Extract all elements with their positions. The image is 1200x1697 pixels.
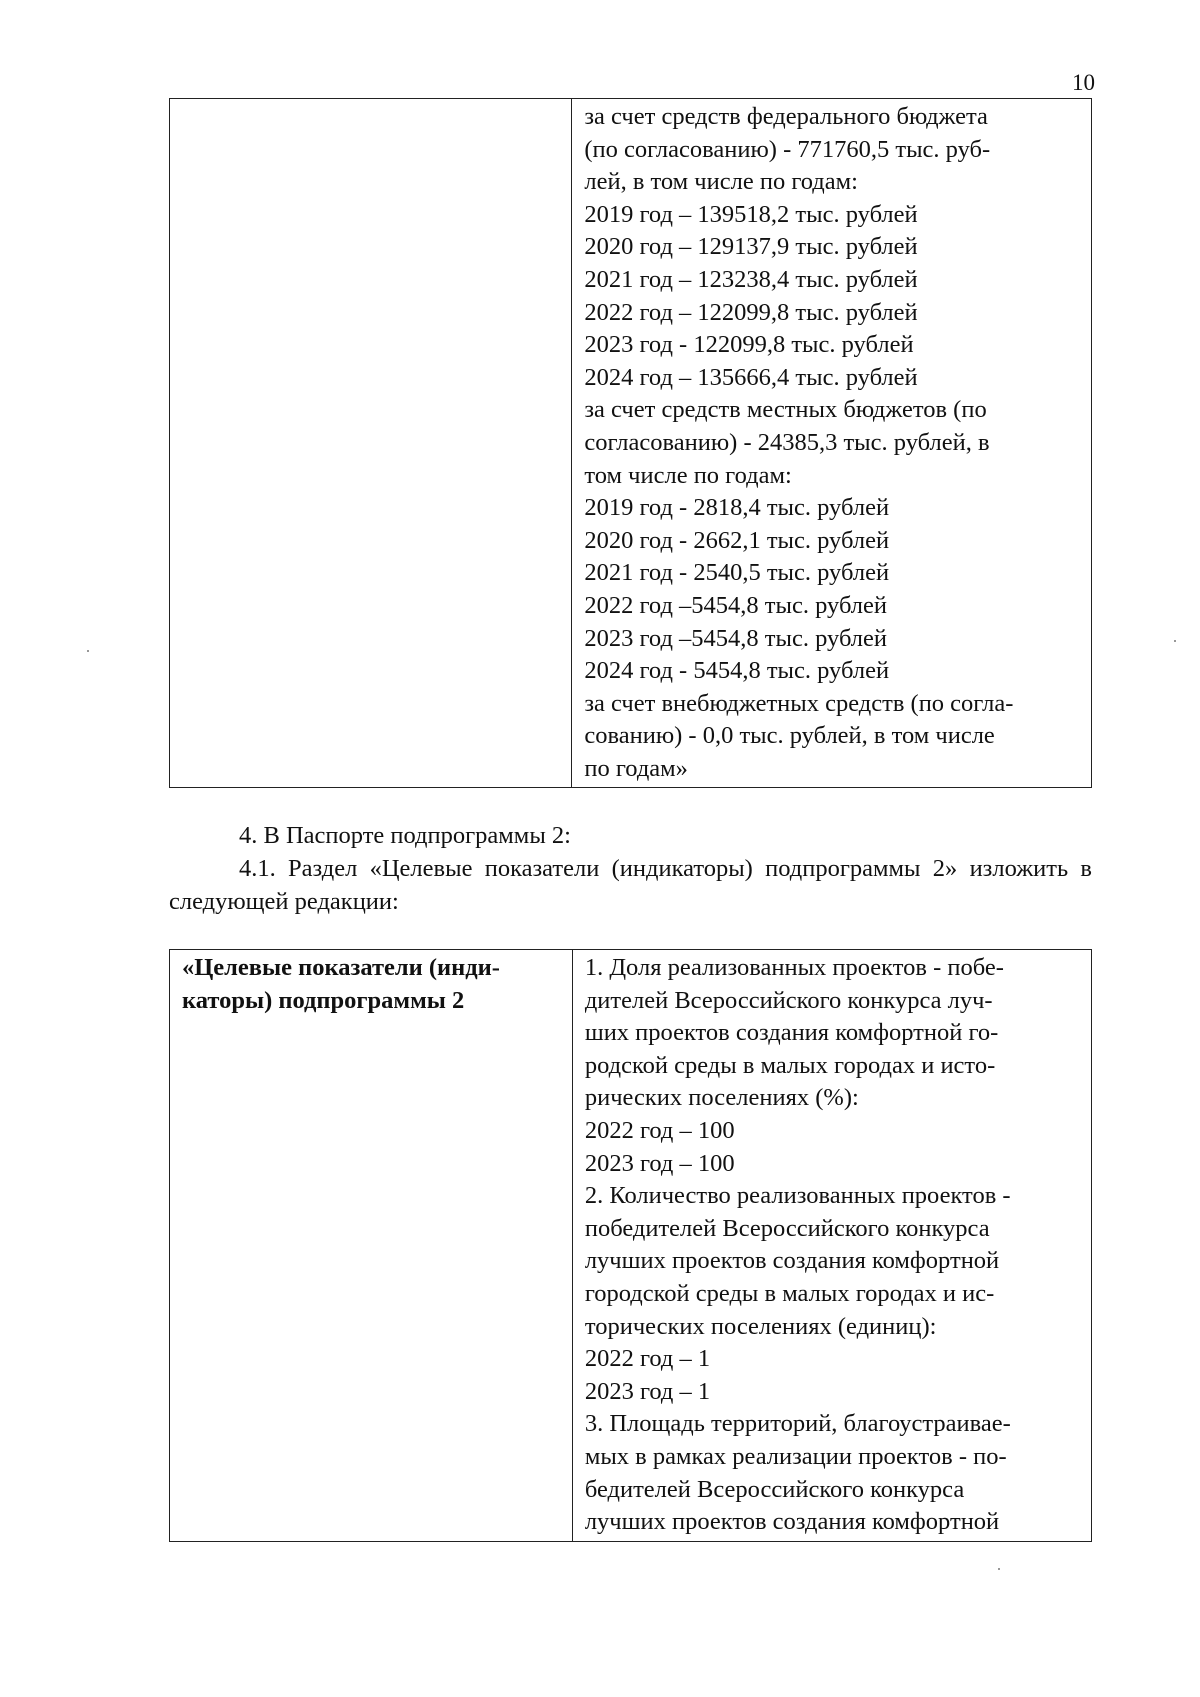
text-line: мых в рамках реализации проектов - по- — [584, 1442, 1007, 1470]
text-line: за счет внебюджетных средств (по согла- — [584, 689, 1014, 717]
text-line: 2019 год - 2818,4 тыс. рублей — [584, 494, 890, 522]
section-paragraph: 4. В Паспорте подпрограммы 2: — [239, 822, 571, 849]
instruction-paragraph: 4.1. Раздел «Целевые показатели (индикаторы) подпрограммы 2» изложить в следующей редакции: — [169, 855, 1092, 915]
text-line: 2022 год –5454,8 тыс. рублей — [584, 591, 888, 619]
scan-speck — [1174, 640, 1176, 642]
text-line: лей, в том числе по годам: — [584, 168, 858, 196]
text-line: сованию) - 0,0 тыс. рублей, в том числе — [584, 722, 995, 750]
text-line: рических поселениях (%): — [584, 1084, 859, 1112]
funding-table — [169, 98, 1092, 788]
scan-speck — [87, 650, 89, 652]
funding-text — [572, 99, 1091, 787]
text-line: за счет средств местных бюджетов (по — [584, 396, 987, 424]
text-line: лучших проектов создания комфортной — [584, 1247, 1000, 1275]
text-line: лучших проектов создания комфортной — [584, 1508, 1000, 1536]
heading-line: «Целевые показатели (инди- — [182, 954, 500, 981]
text-line: 2019 год – 139518,2 тыс. рублей — [584, 200, 918, 228]
text-line: 2021 год – 123238,4 тыс. рублей — [584, 265, 918, 293]
text-line: 2023 год - 122099,8 тыс. рублей — [584, 331, 914, 359]
text-line: городской среды в малых городах и ис- — [584, 1279, 995, 1307]
funding-cell — [572, 99, 1092, 788]
text-line: (по согласованию) - 771760,5 тыс. руб- — [584, 135, 991, 163]
indicators-heading-cell — [170, 950, 573, 1542]
text-line: 2024 год - 5454,8 тыс. рублей — [584, 657, 890, 685]
text-line: 2020 год - 2662,1 тыс. рублей — [584, 526, 890, 554]
text-line: 3. Площадь территорий, благоустраивае- — [584, 1410, 1011, 1438]
text-line: ших проектов создания комфортной го- — [584, 1019, 999, 1047]
scan-speck — [998, 1568, 1000, 1570]
text-line: бедителей Всероссийского конкурса — [584, 1475, 965, 1503]
text-line: торических поселениях (единиц): — [584, 1312, 937, 1340]
empty-left-cell — [170, 99, 572, 788]
text-line: 2024 год – 135666,4 тыс. рублей — [584, 363, 918, 391]
table-row — [170, 950, 1092, 1542]
text-line: 2020 год – 129137,9 тыс. рублей — [584, 233, 918, 261]
text-line: 2022 год – 100 — [584, 1116, 735, 1144]
text-line: 2023 год – 100 — [584, 1149, 735, 1177]
page-number: 10 — [1072, 70, 1095, 95]
text-line: дителей Всероссийского конкурса луч- — [584, 986, 993, 1014]
text-line: за счет средств федерального бюджета — [584, 103, 988, 130]
text-line: согласованию) - 24385,3 тыс. рублей, в — [584, 428, 990, 456]
text-line: 2022 год – 122099,8 тыс. рублей — [584, 298, 918, 326]
text-line: 2023 год – 1 — [584, 1377, 711, 1405]
text-line: родской среды в малых городах и исто- — [584, 1051, 996, 1079]
text-line: том числе по годам: — [584, 461, 792, 489]
table-row — [170, 99, 1092, 788]
text-line: 2. Количество реализованных проектов - — [584, 1182, 1011, 1210]
text-line: победителей Всероссийского конкурса — [584, 1214, 990, 1242]
text-line: 2022 год – 1 — [584, 1345, 711, 1373]
indicators-cell — [572, 950, 1091, 1542]
text-line: 2021 год - 2540,5 тыс. рублей — [584, 559, 890, 587]
heading-line: каторы) подпрограммы 2 — [182, 986, 465, 1014]
indicators-text — [573, 950, 1091, 1541]
indicators-table — [169, 949, 1092, 1542]
text-line: по годам» — [584, 754, 688, 782]
text-line: 2023 год –5454,8 тыс. рублей — [584, 624, 888, 652]
text-line: 1. Доля реализованных проектов - побе- — [584, 954, 1004, 981]
indicators-heading — [170, 950, 572, 1019]
